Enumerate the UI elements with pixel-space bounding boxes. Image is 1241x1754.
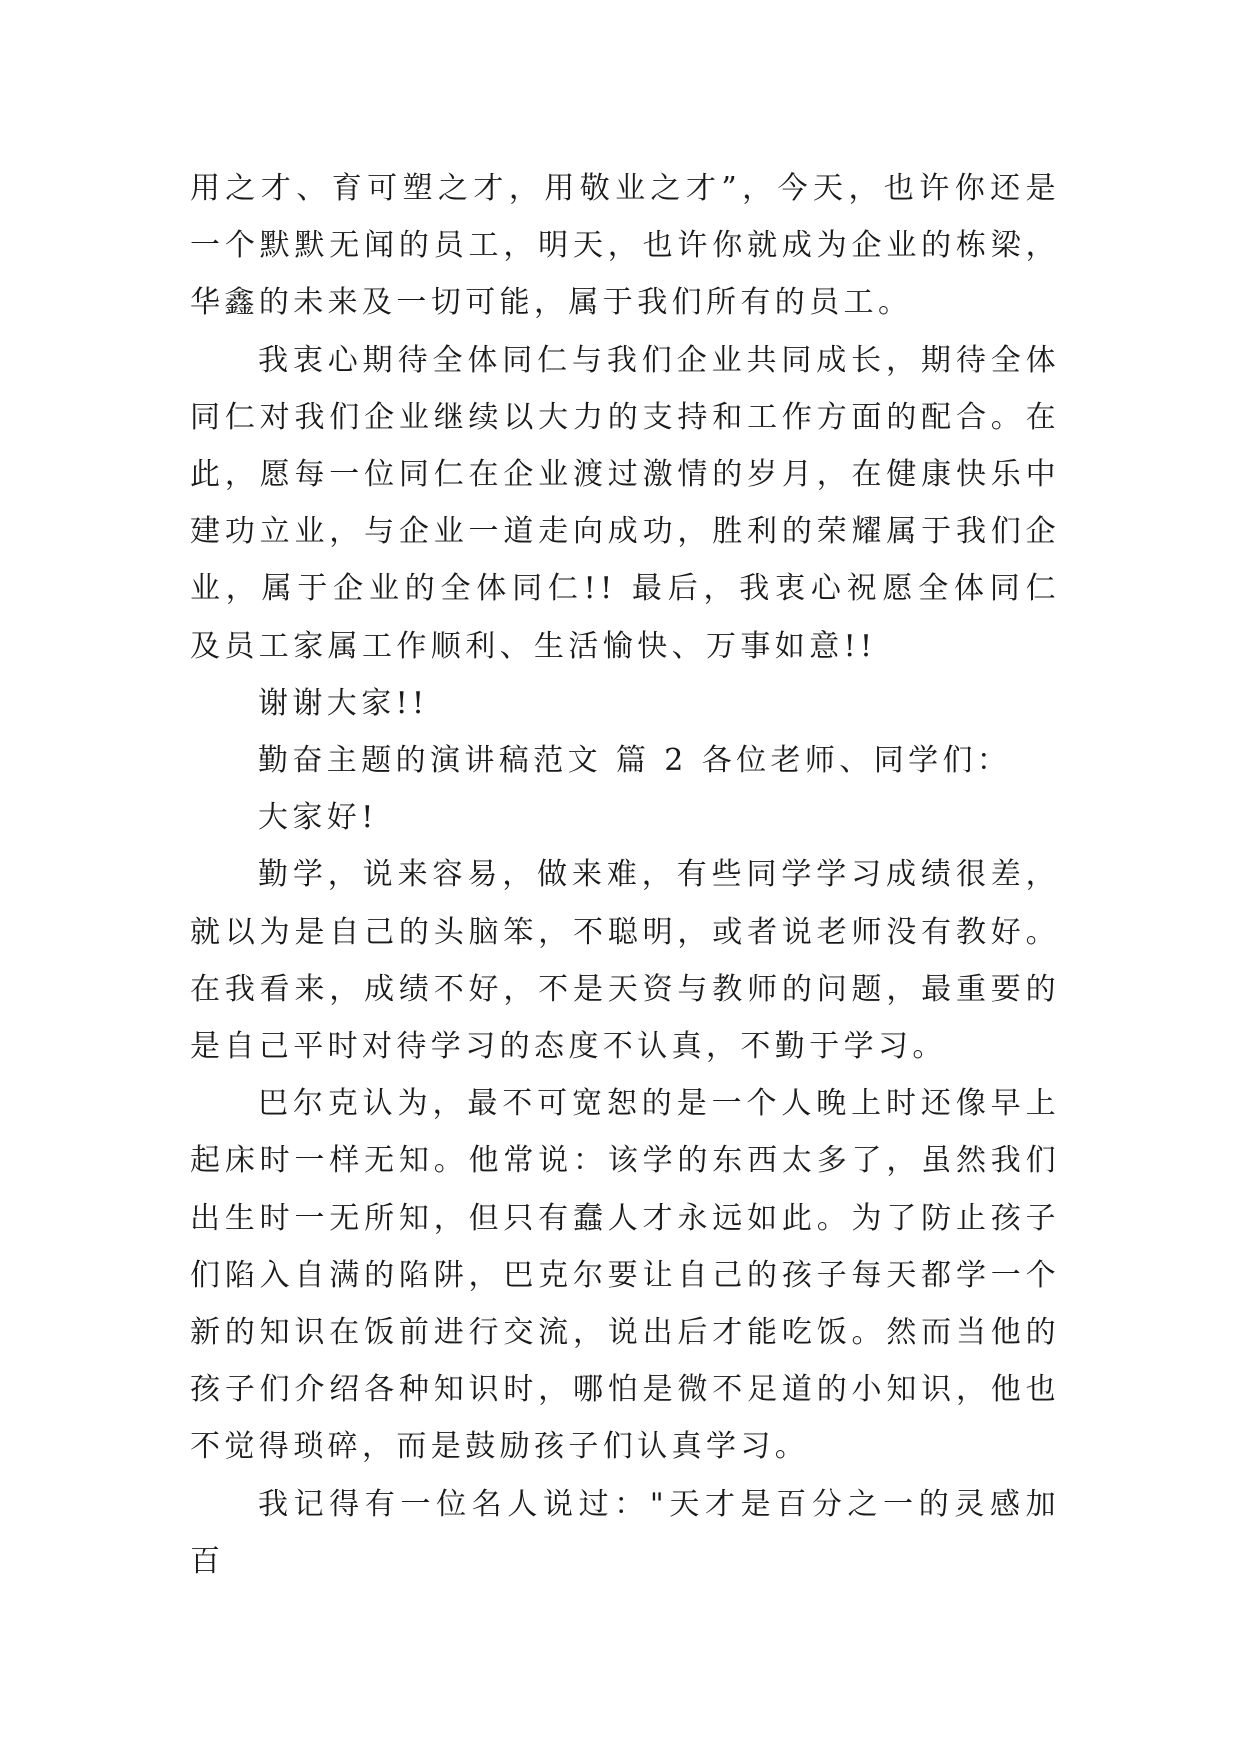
- text-line: 工作顺利、生活愉快、万事如意!!: [362, 628, 877, 664]
- text-line: 谢谢大家!!: [258, 685, 429, 721]
- text-line: 在饭前进行交流，说出后才能吃饭。然而当他的孩子们介绍: [190, 1315, 1060, 1408]
- text-line: 勤学，说来容易，做来难，有些同学学习成绩很差，就: [190, 857, 1060, 950]
- text-line: 看来，成绩不好，不是天资与教师的问题，最重要的是自己: [190, 971, 1060, 1065]
- text-line: 各种知识时，哪怕是微不足道的小知识，他也不觉得琐碎，: [190, 1372, 1061, 1465]
- text-line: 业，与企业一道走向成功，胜利的荣耀属于我们企业，属于: [190, 514, 1060, 607]
- text-line: 用之才、育可塑之才，用敬业之才”，今天，也许你还是一: [190, 171, 1060, 264]
- text-line: 床时一样无知。他常说：该学的东西太多了，虽然我们出生: [190, 1143, 1060, 1236]
- text-line: 而是鼓励孩子们认真学习。: [396, 1429, 810, 1465]
- body-paragraph: [190, 732, 1060, 789]
- body-paragraph: [190, 675, 1060, 732]
- text-line: 我记得有一位名人说过："天才是百分之一的灵感加百: [190, 1486, 1060, 1579]
- body-paragraph: [190, 1476, 1060, 1590]
- body-paragraph: [190, 332, 1060, 675]
- text-line: 愿每一位同仁在企业渡过激情的岁月，在健康快乐中建功立: [190, 457, 1060, 550]
- text-line: 平时对待学习的态度不认真，不勤于学习。: [293, 1029, 947, 1065]
- text-line: 企业的全体同仁!! 最后，我衷心祝愿全体同仁及员工家属: [190, 571, 1060, 664]
- text-line: 的未来及一切可能，属于我们所有的员工。: [258, 285, 913, 321]
- body-paragraph: [190, 789, 1060, 846]
- text-line: 巴尔克认为，最不可宽恕的是一个人晚上时还像早上起: [190, 1086, 1060, 1179]
- body-paragraph: [190, 160, 1060, 332]
- text-line: 仁对我们企业继续以大力的支持和工作方面的配合。在此，: [190, 399, 1060, 493]
- text-line: 勤奋主题的演讲稿范文 篇 2 各位老师、同学们：: [258, 743, 1012, 779]
- text-line: 大家好!: [258, 800, 378, 836]
- body-paragraph: [190, 846, 1060, 1075]
- text-line: 自满的陷阱，巴克尔要让自己的孩子每天都学一个新的知识: [190, 1257, 1060, 1351]
- body-paragraph: [190, 1075, 1060, 1475]
- text-line: 我衷心期待全体同仁与我们企业共同成长，期待全体同: [190, 342, 1060, 435]
- text-line: 个默默无闻的员工，明天，也许你就成为企业的栋梁，华鑫: [190, 228, 1060, 321]
- text-line: 以为是自己的头脑笨，不聪明，或者说老师没有教好。在我: [190, 914, 1060, 1007]
- text-line: 时一无所知，但只有蠢人才永远如此。为了防止孩子们陷入: [190, 1200, 1060, 1293]
- document-body: [190, 160, 1060, 1590]
